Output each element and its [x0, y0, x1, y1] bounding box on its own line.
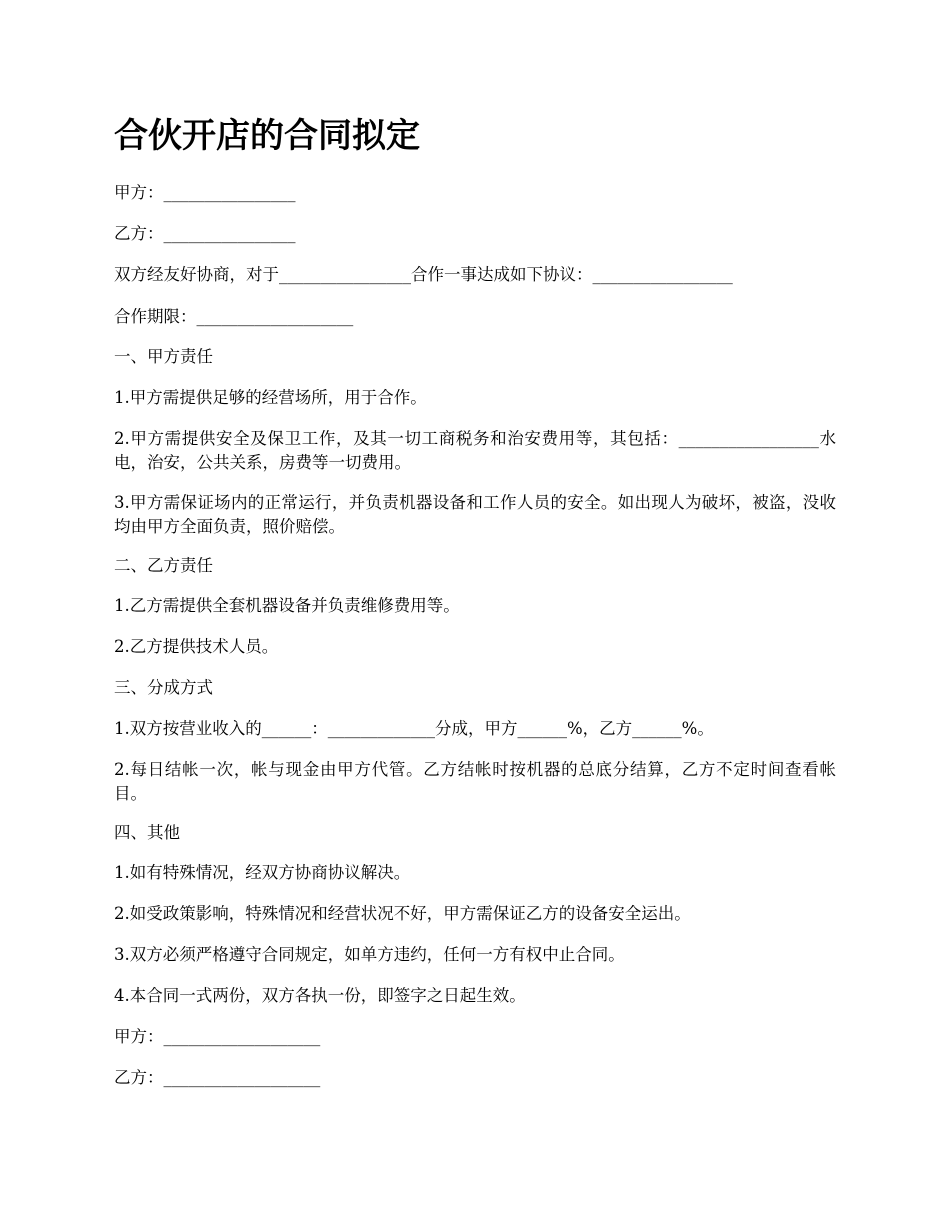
cooperation-term: 合作期限：___________________: [114, 307, 354, 326]
clause-a-2: 2.甲方需提供安全及保卫工作，及其一切工商税务和治安费用等，其包括：_________________水电，治安，公共关系，房费等一切费用。: [114, 429, 836, 472]
section-heading-party-a: 一、甲方责任: [114, 347, 213, 366]
clause-d-3: 3.双方必须严格遵守合同规定，如单方违约，任何一方有权中止合同。: [114, 945, 625, 964]
clause-c-1: 1.双方按营业收入的______：_____________分成，甲方______%，乙方______%。: [114, 719, 714, 738]
clause-d-2: 2.如受政策影响，特殊情况和经营状况不好，甲方需保证乙方的设备安全运出。: [114, 904, 691, 923]
clause-b-2: 2.乙方提供技术人员。: [114, 637, 279, 656]
signature-party-a: 甲方：___________________: [114, 1027, 321, 1046]
signature-party-b: 乙方：___________________: [114, 1068, 321, 1087]
clause-c-2: 2.每日结帐一次，帐与现金由甲方代管。乙方结帐时按机器的总底分结算，乙方不定时间查看帐目。: [114, 760, 836, 803]
party-b-line: 乙方：________________: [114, 224, 296, 243]
agreement-intro: 双方经友好协商，对于________________合作一事达成如下协议：_________________: [114, 265, 733, 284]
document-title: 合伙开店的合同拟定: [114, 116, 420, 156]
clause-a-3: 3.甲方需保证场内的正常运行，并负责机器设备和工作人员的安全。如出现人为破坏，被盗，没收均由甲方全面负责，照价赔偿。: [114, 493, 836, 536]
document-page: [114, 0, 836, 1230]
clause-a-1: 1.甲方需提供足够的经营场所，用于合作。: [114, 388, 427, 407]
clause-d-1: 1.如有特殊情况，经双方协商协议解决。: [114, 863, 411, 882]
clause-d-4: 4.本合同一式两份，双方各执一份，即签字之日起生效。: [114, 986, 526, 1005]
section-heading-other: 四、其他: [114, 823, 180, 842]
party-a-line: 甲方：________________: [114, 183, 296, 202]
clause-b-1: 1.乙方需提供全套机器设备并负责维修费用等。: [114, 596, 460, 615]
section-heading-party-b: 二、乙方责任: [114, 556, 213, 575]
section-heading-profit-share: 三、分成方式: [114, 678, 213, 697]
